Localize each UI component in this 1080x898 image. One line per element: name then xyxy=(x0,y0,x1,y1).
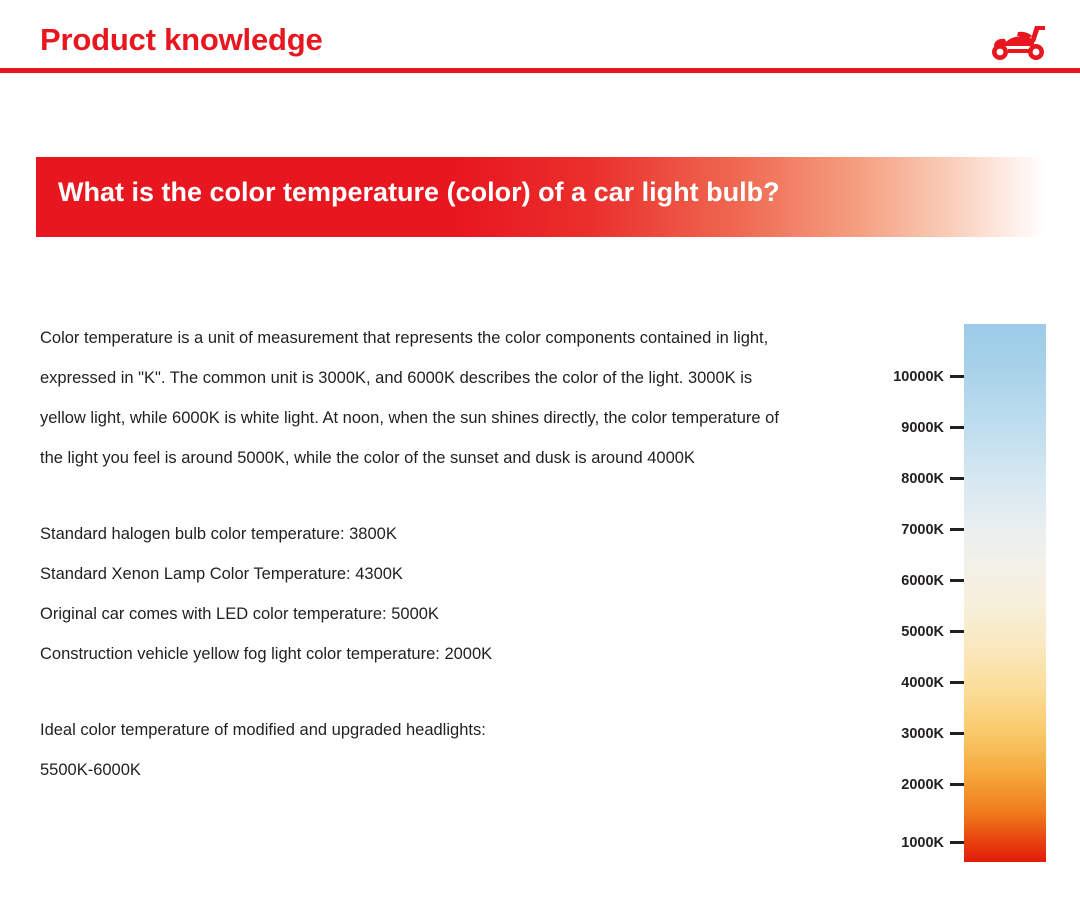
header-divider xyxy=(0,68,1080,73)
spec-item: Construction vehicle yellow fog light color temperature: 2000K xyxy=(40,645,493,663)
ideal-temperature-value: 5500K-6000K xyxy=(40,761,141,779)
scale-tick-label: 4000K xyxy=(901,675,944,691)
scale-tick xyxy=(901,834,964,852)
scale-tick-label: 10000K xyxy=(893,369,944,385)
spec-list xyxy=(40,514,820,674)
scale-tick xyxy=(901,725,964,743)
scale-tick xyxy=(901,470,964,488)
spec-item: Standard halogen bulb color temperature: 3800K xyxy=(40,525,397,543)
section-banner xyxy=(36,157,1044,237)
scale-tick-label: 5000K xyxy=(901,624,944,640)
spec-item: Original car comes with LED color temperature: 5000K xyxy=(40,605,439,623)
scale-tick-label: 2000K xyxy=(901,777,944,793)
scale-tick-dash xyxy=(950,426,964,429)
color-temperature-scale xyxy=(868,324,1048,862)
scale-tick xyxy=(901,674,964,692)
scale-tick-label: 3000K xyxy=(901,726,944,742)
scale-tick-dash xyxy=(950,681,964,684)
scooter-icon xyxy=(988,22,1050,62)
scale-tick xyxy=(901,572,964,590)
scale-tick-label: 7000K xyxy=(901,522,944,538)
scale-tick-dash xyxy=(950,528,964,531)
scale-tick-dash xyxy=(950,783,964,786)
scale-tick-label: 8000K xyxy=(901,471,944,487)
scale-tick-label: 1000K xyxy=(901,835,944,851)
color-temperature-gradient xyxy=(964,324,1046,862)
scale-tick-dash xyxy=(950,477,964,480)
scale-tick-dash xyxy=(950,375,964,378)
scale-tick-dash xyxy=(950,579,964,582)
scale-tick-dash xyxy=(950,630,964,633)
intro-paragraph: Color temperature is a unit of measurement that represents the color components contained in light, expressed in "K". The common unit is 3000K, and 6000K describes the color of the light. 3000K is yellow light, while 6000K is white light. At noon, when the sun shines directly, the color temperature of the light you feel is around 5000K, while the color of the sunset and dusk is around 4000K xyxy=(40,329,779,467)
scale-tick xyxy=(901,521,964,539)
scale-tick-label: 6000K xyxy=(901,573,944,589)
body-content xyxy=(40,318,820,790)
scale-tick-dash xyxy=(950,841,964,844)
page-title: Product knowledge xyxy=(40,22,323,57)
scale-tick xyxy=(901,623,964,641)
section-title: What is the color temperature (color) of a car light bulb? xyxy=(58,177,780,207)
scale-tick xyxy=(901,776,964,794)
spec-item: Standard Xenon Lamp Color Temperature: 4300K xyxy=(40,565,403,583)
ideal-temperature-label: Ideal color temperature of modified and upgraded headlights: xyxy=(40,721,486,739)
ideal-temperature-block xyxy=(40,710,820,790)
page-header xyxy=(0,0,1080,74)
scale-tick xyxy=(893,368,964,386)
scale-tick-label: 9000K xyxy=(901,420,944,436)
scale-tick xyxy=(901,419,964,437)
scale-tick-dash xyxy=(950,732,964,735)
